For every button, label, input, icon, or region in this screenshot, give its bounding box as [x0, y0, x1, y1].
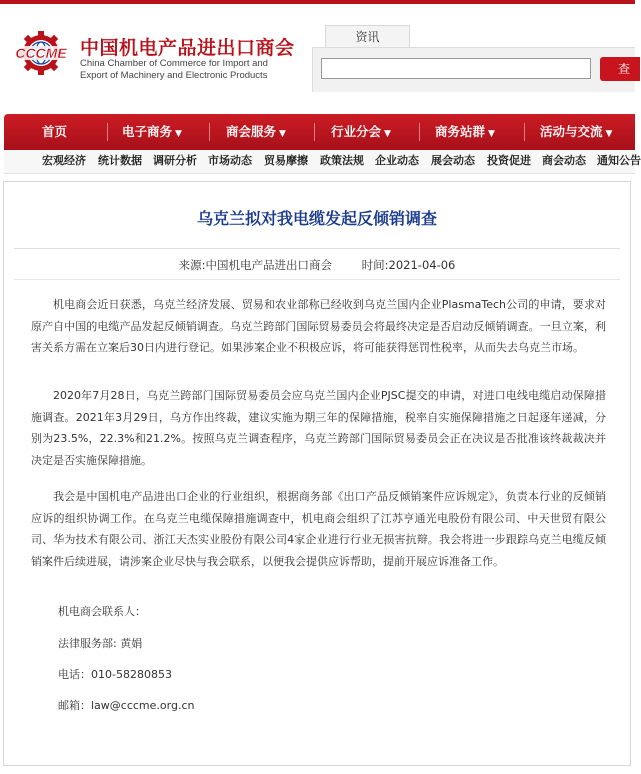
- site-header: [0, 0, 635, 114]
- subnav-item-research[interactable]: 调研分析: [153, 154, 197, 167]
- subnav-item-notices[interactable]: 通知公告: [597, 154, 641, 167]
- nav-separator: [419, 123, 420, 141]
- main-nav: [4, 114, 635, 150]
- nav-separator: [524, 123, 525, 141]
- nav-item-label: 行业分会: [331, 124, 382, 139]
- meta-divider: [14, 279, 620, 280]
- contact-phone: 电话：010-58280853: [58, 668, 172, 681]
- contact-person: 法律服务部: 黄娟: [58, 637, 143, 650]
- cccme-logo[interactable]: [4, 28, 78, 78]
- nav-item-events[interactable]: [540, 114, 612, 150]
- subnav-item-investment[interactable]: 投资促进: [487, 154, 531, 167]
- article-panel: [3, 181, 631, 766]
- org-name-cn[interactable]: 中国机电产品进出口商会: [80, 37, 295, 59]
- nav-item-label: 商务站群: [435, 124, 486, 139]
- nav-item-industry-branches[interactable]: [331, 114, 391, 150]
- contact-heading: 机电商会联系人：: [58, 605, 146, 618]
- nav-item-label: 首页: [42, 124, 68, 139]
- subnav-item-statistics[interactable]: 统计数据: [98, 154, 142, 167]
- article-time: 时间:2021-04-06: [361, 258, 456, 272]
- nav-item-business-sites[interactable]: [435, 114, 495, 150]
- nav-item-label: 活动与交流: [540, 124, 603, 139]
- article-source: 来源:中国机电产品进出口商会: [178, 258, 332, 272]
- nav-separator: [107, 123, 108, 141]
- search-tab-news[interactable]: 资讯: [325, 25, 410, 47]
- nav-item-chamber-services[interactable]: [226, 114, 286, 150]
- chevron-down-icon: ▼: [488, 129, 495, 139]
- subnav-item-trade-friction[interactable]: 贸易摩擦: [264, 154, 308, 167]
- chevron-down-icon: ▼: [279, 129, 286, 139]
- subnav-item-exhibition-news[interactable]: 展会动态: [431, 154, 475, 167]
- org-name-en-line1: China Chamber of Commerce for Import and: [80, 58, 268, 69]
- subnav-item-chamber-news[interactable]: 商会动态: [542, 154, 586, 167]
- chevron-down-icon: ▼: [605, 129, 613, 139]
- nav-item-home[interactable]: [42, 114, 67, 150]
- org-name-en: [80, 58, 268, 82]
- nav-separator: [209, 123, 210, 141]
- nav-item-label: 商会服务: [226, 124, 277, 139]
- article-paragraph: 我会是中国机电产品进出口企业的行业组织，根据商务部《出口产品反倾销案件应诉规定》，负责本行业的反倾销应诉的组织协调工作。在乌克兰电缆保障措施调查中，机电商会组织了江苏亨通光电股份有限公司、中天世贸有限公司、华为技术有限公司、浙江天杰实业股份有限公司4家企业进行行业无损害抗辩。我会将进一步跟踪乌克兰电缆反倾销案件后续进展，请涉案企业尽快与我会联系，以便我会提供应诉帮助，提前开展应诉准备工作。: [31, 490, 606, 568]
- header-top-stripe: [0, 0, 635, 4]
- sub-nav: [4, 150, 641, 174]
- subnav-item-enterprise-news[interactable]: 企业动态: [375, 154, 419, 167]
- nav-item-ecommerce[interactable]: [122, 114, 182, 150]
- title-divider: [14, 248, 620, 249]
- nav-separator: [314, 123, 315, 141]
- org-name-en-line2: Export of Machinery and Electronic Products: [80, 70, 268, 81]
- article-title: 乌克兰拟对我电缆发起反倾销调查: [196, 209, 437, 228]
- subnav-item-policy[interactable]: 政策法规: [320, 154, 364, 167]
- article-paragraph: 机电商会近日获悉，乌克兰经济发展、贸易和农业部称已经收到乌克兰国内企业PlasmaTech公司的申请，要求对原产自中国的电缆产品发起反倾销调查。乌克兰跨部门国际贸易委员会将最终决定是否启动反倾销调查。一旦立案，利害关系方需在立案后30日内进行登记。如果涉案企业不积极应诉，将可能获得惩罚性税率，从而失去乌克兰市场。: [31, 298, 606, 354]
- subnav-item-market-news[interactable]: 市场动态: [208, 154, 252, 167]
- contact-email[interactable]: 邮箱：law@cccme.org.cn: [58, 699, 195, 712]
- search-input[interactable]: [321, 58, 591, 79]
- article-meta: [4, 257, 630, 273]
- chevron-down-icon: ▼: [384, 129, 391, 139]
- logo-wordmark: CCCME: [15, 45, 67, 61]
- article-paragraph: 2020年7月28日，乌克兰跨部门国际贸易委员会应乌克兰国内企业PJSC提交的申请，对进口电线电缆启动保障措施调查。2021年3月29日，乌方作出终裁，建议实施为期三年的保障措施，税率自实施保障措施之日起逐年递减，分别为23.5%，22.3%和21.2%。按照乌克兰调查程序，乌克兰跨部门国际贸易委员会正在决议是否批准该终裁裁决并决定是否实施保障措施。: [31, 389, 606, 467]
- search-button[interactable]: 查: [600, 57, 640, 81]
- chevron-down-icon: ▼: [175, 129, 182, 139]
- subnav-item-macro-economy[interactable]: 宏观经济: [42, 154, 86, 167]
- nav-item-label: 电子商务: [122, 124, 173, 139]
